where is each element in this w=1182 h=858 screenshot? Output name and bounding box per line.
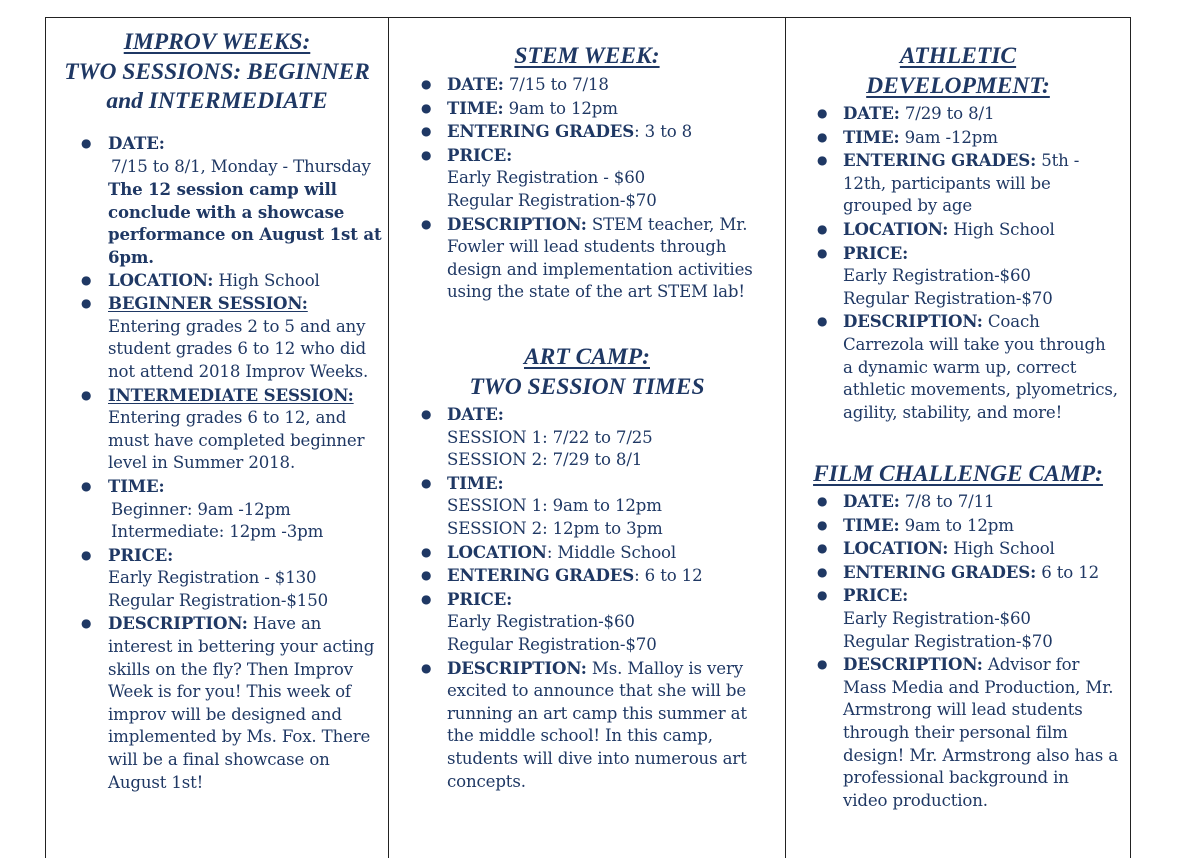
- art-price-label: PRICE:: [447, 588, 513, 609]
- stem-grades-value: : 3 to 8: [634, 122, 693, 142]
- bullet-icon: ●: [421, 568, 432, 583]
- athletic-grades-label: ENTERING GRADES:: [843, 150, 1037, 171]
- athletic-heading-line2: DEVELOPMENT:: [866, 72, 1050, 99]
- improv-time-beginner: Beginner: 9am -12pm: [111, 499, 291, 519]
- athletic-description-item: [817, 310, 1118, 424]
- bullet-icon: ●: [81, 136, 92, 150]
- improv-heading-line2: TWO SESSIONS: BEGINNER: [64, 58, 370, 85]
- bullet-icon: ●: [81, 272, 92, 287]
- art-description-label: DESCRIPTION:: [447, 657, 587, 678]
- art-heading-line2: TWO SESSION TIMES: [469, 373, 705, 400]
- bullet-icon: ●: [817, 221, 828, 236]
- improv-beginner-label: BEGINNER SESSION:: [108, 293, 308, 314]
- camp-schedule-table: [45, 17, 1131, 858]
- improv-description-item: [81, 612, 384, 794]
- improv-location-value: High School: [218, 270, 320, 290]
- film-description-label: DESCRIPTION:: [843, 654, 983, 675]
- film-date-label: DATE:: [843, 491, 900, 511]
- athletic-details-list: [817, 102, 1118, 424]
- film-heading-text: FILM CHALLENGE CAMP:: [813, 461, 1103, 487]
- art-price-item: [421, 588, 777, 657]
- athletic-price-regular: Regular Registration-$70: [843, 288, 1053, 308]
- bullet-icon: ●: [817, 657, 828, 672]
- stem-heading: [389, 42, 785, 72]
- art-description-item: [421, 657, 777, 794]
- stem-art-column: [389, 18, 786, 858]
- film-heading: [786, 460, 1130, 490]
- improv-heading-line3: and INTERMEDIATE: [106, 88, 328, 114]
- improv-intermediate-value: Entering grades 6 to 12, and must have completed beginner level in Summer 2018.: [108, 408, 365, 473]
- stem-price-item: [421, 144, 777, 213]
- film-time-label: TIME:: [843, 514, 900, 535]
- improv-price-regular: Regular Registration-$150: [108, 590, 329, 610]
- film-date-item: [817, 490, 1118, 514]
- athletic-description-value: Coach Carrezola will take you through a dynamic warm up, correct athletic movements, plyometrics, agility, stability, and more!: [843, 312, 1118, 422]
- stem-grades-label: ENTERING GRADES: [447, 121, 635, 142]
- bullet-icon: ●: [421, 216, 432, 231]
- bullet-icon: ●: [421, 124, 432, 139]
- bullet-icon: ●: [421, 77, 432, 91]
- bullet-icon: ●: [817, 494, 828, 508]
- bullet-icon: ●: [81, 478, 92, 493]
- improv-beginner-item: [81, 292, 384, 383]
- athletic-date-value: 7/29 to 8/1: [904, 104, 995, 123]
- film-location-item: [817, 537, 1118, 561]
- film-price-item: [817, 584, 1118, 653]
- improv-price-early: Early Registration - $130: [108, 568, 317, 588]
- film-details-list: [817, 490, 1118, 812]
- bullet-icon: ●: [421, 100, 432, 115]
- art-location-value: : Middle School: [546, 542, 677, 562]
- bullet-icon: ●: [421, 407, 432, 421]
- improv-date-label: DATE:: [108, 133, 165, 153]
- film-description-item: [817, 653, 1118, 812]
- athletic-price-label: PRICE:: [843, 242, 909, 263]
- improv-description-value: Have an interest in bettering your acting skills on the fly? Then Improv Week is for you! This week of improv will be designed and implemented by Ms. Fox. There will be a final showcase on August 1st!: [108, 614, 375, 792]
- art-time-session1: SESSION 1: 9am to 12pm: [447, 496, 662, 516]
- art-time-label: TIME:: [447, 472, 504, 493]
- improv-time-item: [81, 475, 384, 544]
- improv-intermediate-label: INTERMEDIATE SESSION:: [108, 384, 354, 405]
- art-location-item: [421, 541, 777, 565]
- athletic-film-column: [786, 18, 1130, 858]
- athletic-grades-value: 5th - 12th, participants will be grouped by age: [843, 151, 1080, 216]
- art-details-list: [421, 403, 777, 793]
- athletic-description-label: DESCRIPTION:: [843, 311, 983, 332]
- stem-description-label: DESCRIPTION:: [447, 213, 587, 234]
- film-price-label: PRICE:: [843, 585, 909, 606]
- film-location-value: High School: [953, 539, 1055, 559]
- art-grades-item: [421, 564, 777, 588]
- improv-heading: [46, 28, 388, 117]
- stem-price-early: Early Registration - $60: [447, 168, 646, 188]
- athletic-time-label: TIME:: [843, 126, 900, 147]
- film-grades-item: [817, 561, 1118, 585]
- improv-date-note: The 12 session camp will conclude with a showcase performance on August 1st at 6pm.: [108, 179, 382, 267]
- improv-description-label: DESCRIPTION:: [108, 613, 248, 634]
- art-time-session2: SESSION 2: 12pm to 3pm: [447, 518, 663, 538]
- improv-heading-line1: IMPROV WEEKS:: [123, 29, 311, 55]
- improv-price-label: PRICE:: [108, 544, 174, 565]
- film-grades-label: ENTERING GRADES:: [843, 561, 1037, 582]
- athletic-heading-line1: ATHLETIC: [899, 43, 1017, 69]
- art-date-label: DATE:: [447, 404, 504, 424]
- athletic-date-item: [817, 102, 1118, 126]
- art-description-value: Ms. Malloy is very excited to announce that she will be running an art camp this summer at the middle school! In this camp, students will dive into numerous art concepts.: [447, 658, 747, 791]
- improv-time-intermediate: Intermediate: 12pm -3pm: [111, 522, 324, 542]
- improv-location-item: [81, 269, 384, 293]
- stem-date-label: DATE:: [447, 74, 504, 94]
- improv-date-item: [81, 132, 384, 269]
- stem-description-item: [421, 213, 777, 304]
- stem-time-label: TIME:: [447, 97, 504, 118]
- art-date-session2: SESSION 2: 7/29 to 8/1: [447, 450, 643, 470]
- stem-heading-text: STEM WEEK:: [514, 43, 660, 69]
- art-location-label: LOCATION: [447, 541, 547, 562]
- bullet-icon: ●: [817, 129, 828, 144]
- improv-intermediate-item: [81, 384, 384, 475]
- film-time-value: 9am to 12pm: [904, 515, 1014, 535]
- improv-location-label: LOCATION:: [108, 269, 214, 290]
- bullet-icon: ●: [817, 564, 828, 579]
- bullet-icon: ●: [817, 314, 828, 329]
- stem-details-list: [421, 73, 777, 304]
- bullet-icon: ●: [817, 106, 828, 120]
- stem-description-value: STEM teacher, Mr. Fowler will lead students through design and implementation activities using the state of the art STEM lab!: [447, 214, 753, 302]
- art-heading: [389, 343, 785, 402]
- bullet-icon: ●: [81, 547, 92, 562]
- bullet-icon: ●: [817, 588, 828, 603]
- bullet-icon: ●: [421, 544, 432, 559]
- stem-grades-item: [421, 120, 777, 144]
- art-grades-label: ENTERING GRADES: [447, 565, 635, 586]
- film-description-value: Advisor for Mass Media and Production, Mr. Armstrong will lead students through their personal film design! Mr. Armstrong also has a professional background in video production.: [843, 655, 1118, 810]
- bullet-icon: ●: [817, 517, 828, 532]
- art-date-item: [421, 403, 777, 472]
- art-price-early: Early Registration-$60: [447, 612, 635, 632]
- improv-column: [46, 18, 389, 858]
- athletic-price-item: [817, 242, 1118, 311]
- athletic-location-value: High School: [953, 219, 1055, 239]
- bullet-icon: ●: [817, 153, 828, 168]
- athletic-heading: [786, 42, 1130, 101]
- athletic-time-value: 9am -12pm: [904, 127, 998, 147]
- athletic-time-item: [817, 126, 1118, 150]
- bullet-icon: ●: [81, 387, 92, 402]
- film-price-regular: Regular Registration-$70: [843, 631, 1053, 651]
- art-grades-value: : 6 to 12: [634, 566, 703, 586]
- bullet-icon: ●: [421, 591, 432, 606]
- improv-beginner-value: Entering grades 2 to 5 and any student grades 6 to 12 who did not attend 2018 Improv Weeks.: [108, 316, 369, 381]
- film-location-label: LOCATION:: [843, 538, 949, 559]
- bullet-icon: ●: [817, 541, 828, 556]
- art-date-session1: SESSION 1: 7/22 to 7/25: [447, 427, 653, 447]
- athletic-grades-item: [817, 149, 1118, 218]
- athletic-location-item: [817, 218, 1118, 242]
- stem-date-item: [421, 73, 777, 97]
- bullet-icon: ●: [421, 147, 432, 162]
- improv-details-list: [81, 132, 384, 794]
- athletic-location-label: LOCATION:: [843, 218, 949, 239]
- bullet-icon: ●: [421, 475, 432, 490]
- film-grades-value: 6 to 12: [1041, 562, 1100, 582]
- stem-date-value: 7/15 to 7/18: [508, 75, 609, 94]
- stem-time-item: [421, 97, 777, 121]
- film-price-early: Early Registration-$60: [843, 608, 1031, 628]
- improv-date-value: 7/15 to 8/1, Monday - Thursday: [111, 156, 371, 176]
- bullet-icon: ●: [81, 296, 92, 311]
- film-time-item: [817, 514, 1118, 538]
- bullet-icon: ●: [421, 660, 432, 675]
- improv-price-item: [81, 544, 384, 613]
- bullet-icon: ●: [81, 616, 92, 631]
- stem-price-label: PRICE:: [447, 144, 513, 165]
- bullet-icon: ●: [817, 245, 828, 260]
- improv-time-label: TIME:: [108, 475, 165, 496]
- athletic-date-label: DATE:: [843, 103, 900, 123]
- stem-price-regular: Regular Registration-$70: [447, 190, 657, 210]
- art-price-regular: Regular Registration-$70: [447, 634, 657, 654]
- stem-time-value: 9am to 12pm: [508, 98, 618, 118]
- art-heading-line1: ART CAMP:: [523, 344, 650, 370]
- athletic-price-early: Early Registration-$60: [843, 266, 1031, 286]
- art-time-item: [421, 472, 777, 541]
- film-date-value: 7/8 to 7/11: [904, 492, 995, 511]
